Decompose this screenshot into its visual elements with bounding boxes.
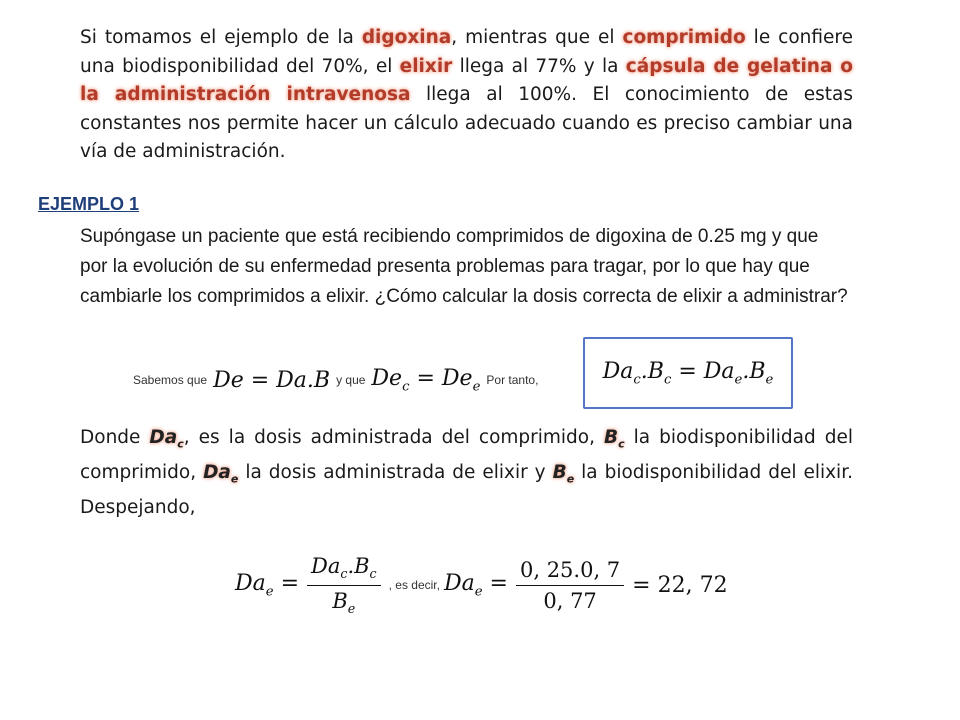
equation-solution: [235, 550, 728, 620]
symbol-dac-sub: c: [177, 437, 184, 451]
intro-text-2: , mientras que el: [451, 27, 623, 48]
eq-dee-sub: e: [472, 379, 481, 395]
box-b-e: .B: [742, 358, 766, 384]
box-sub-1: c: [633, 372, 641, 388]
intro-text-1: Si tomamos el ejemplo de la: [80, 27, 362, 48]
label-es-decir: , es decir,: [388, 578, 440, 592]
def-text-4: la dosis administrada de elixir y: [238, 462, 553, 484]
eq-dec: De: [371, 365, 403, 391]
equation-dec-dee: $De_c = De_e$: [371, 365, 481, 395]
symbol-dae: [203, 462, 239, 486]
eq-dec-sub: c: [402, 379, 410, 395]
fraction-numeric-numerator: 0, 25.0, 7: [516, 558, 624, 586]
symbol-be-sub: e: [566, 472, 575, 486]
eq2-lhs: [235, 571, 299, 599]
symbol-bc-base: B: [604, 427, 619, 448]
equation-de-da-b: De = Da.B: [213, 367, 331, 393]
box-b-c: .B: [640, 358, 664, 384]
f1-den-sub: e: [347, 600, 356, 616]
eq-dee: De: [441, 365, 473, 391]
keyword-comprimido: comprimido: [622, 27, 746, 48]
f1-num-b: .B: [347, 554, 370, 579]
symbol-dae-sub: e: [230, 472, 239, 486]
eq2-lhs-base: Da: [235, 570, 266, 596]
symbol-be-base: B: [552, 462, 567, 484]
fraction-numeric-denominator: 0, 77: [543, 588, 597, 613]
f1-num-a: Da: [311, 554, 341, 579]
eq2-lhs2-sub: e: [474, 584, 483, 600]
symbol-dae-base: Da: [203, 462, 231, 484]
keyword-digoxina: digoxina: [361, 27, 452, 48]
example-paragraph: Supóngase un paciente que está recibiendo comprimidos de digoxina de 0.25 mg y que por la evolución de su enfermedad presenta problemas para tragar, por lo que hay que cambiarle los comprimidos a elixir. ¿Cómo calcular la dosis correcta de elixir a administrar?: [80, 226, 848, 307]
symbol-be: [552, 462, 575, 486]
label-y-que: y que: [336, 373, 366, 387]
eq2-lhs-sub: e: [265, 584, 274, 600]
eq2-equals-2: =: [482, 570, 508, 596]
fraction-numeric: [516, 558, 624, 613]
def-text-5: la biodisponibilidad del elixir. Despejando,: [80, 462, 853, 519]
equation-known-relations: [133, 360, 538, 400]
label-por-tanto: Por tanto,: [486, 373, 539, 387]
boxed-equation: [583, 337, 793, 409]
box-sub-4: e: [765, 372, 774, 388]
def-text-1: Donde: [80, 427, 150, 448]
intro-text-5: llega al 100%. El conocimiento de estas constantes nos permite hacer un cálculo adecuado cuando es preciso cambiar una vía de administración.: [80, 84, 853, 162]
symbol-dac-base: Da: [149, 427, 178, 448]
eq2-equals: =: [273, 570, 300, 596]
symbol-bc-sub: c: [618, 437, 625, 451]
keyword-elixir: elixir: [399, 55, 453, 77]
eq2-lhs2: [444, 571, 508, 599]
f1-num-sub-a: c: [340, 566, 348, 582]
def-text-2: , es la dosis administrada del comprimido,: [183, 427, 604, 448]
intro-text-3: le confiere una biodisponibilidad del 70%, el: [80, 27, 853, 77]
fraction-symbolic-denominator: [332, 586, 355, 616]
label-sabemos: Sabemos que: [133, 373, 208, 387]
box-da-c: Da: [602, 358, 634, 384]
eq2-lhs2-base: Da: [443, 570, 475, 596]
box-sub-3: e: [734, 372, 743, 388]
eq2-result: = 22, 72: [632, 572, 728, 598]
fraction-symbolic: [307, 554, 381, 615]
intro-text-4: llega al 77% y la: [452, 55, 626, 77]
keyword-capsula: cápsula de gelatina o la administración intravenosa: [80, 55, 853, 105]
equation-dac-bc-dae-be: [603, 359, 774, 387]
def-text-3: la biodisponibilidad del comprimido,: [80, 427, 853, 484]
definitions-paragraph: [80, 424, 853, 523]
fraction-symbolic-numerator: [307, 554, 381, 585]
symbol-dac: [149, 427, 184, 451]
box-equals: =: [671, 358, 704, 384]
f1-den: B: [332, 588, 348, 613]
example-heading: EJEMPLO 1: [38, 194, 140, 214]
symbol-bc: [604, 427, 625, 451]
box-da-e: Da: [703, 358, 735, 384]
box-sub-2: c: [663, 372, 672, 388]
intro-paragraph: [80, 24, 853, 167]
f1-num-sub-b: c: [369, 566, 377, 582]
